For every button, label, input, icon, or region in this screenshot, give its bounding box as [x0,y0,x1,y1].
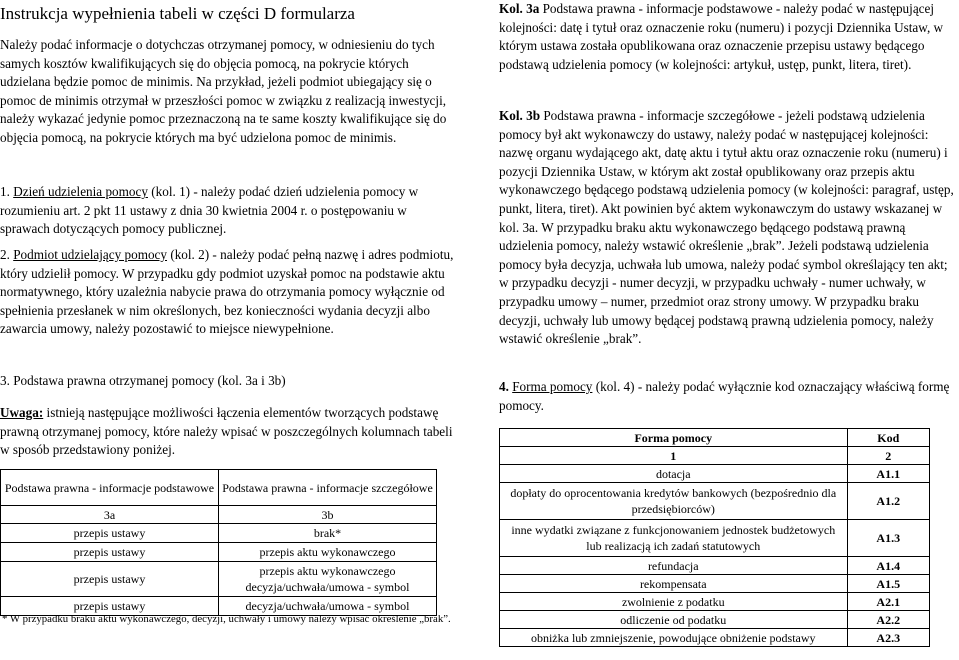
header-cell-code: Kod [847,429,929,447]
table-cell: przepis ustawy [1,597,219,616]
code-cell: A2.1 [847,593,929,611]
table-column-number-row [1,506,437,524]
item-4-number: 4. [499,379,509,394]
code-cell: A1.2 [847,483,929,520]
table-row [500,557,930,575]
column-number-cell: 1 [500,447,848,465]
header-cell-form: Forma pomocy [500,429,848,447]
table-cell: przepis aktu wykonawczego [219,543,437,562]
item-2-text: (kol. 2) - należy podać pełną nazwę i adres podmiotu, który udzielił pomocy. W przypadku gdy podmiot uzyskał pomoc na podstawie aktu normatywnego, który uzależnia nabycie prawa do otrzymania pomocy wyłącznie od spełnienia przesłanek w nim określonych, bez konieczności wydania decyzji albo zawarcia umowy, należy pozostawić to miejsce niewypełnione. [0,247,454,337]
table-footnote: * W przypadku braku aktu wykonawczego, decyzji, uchwały i umowy należy wpisać określenie „brak”. [2,613,451,625]
item-4-text: (kol. 4) - należy podać wyłącznie kod oznaczający właściwą formę pomocy. [499,379,950,413]
column-number-cell: 2 [847,447,929,465]
code-cell: A2.2 [847,611,929,629]
item-2-number: 2. [0,247,10,262]
item-1-number: 1. [0,184,10,199]
table-row [500,593,930,611]
table-column-number-row [500,447,930,465]
header-cell-detailed: Podstawa prawna - informacje szczegółowe [219,470,437,506]
col-3b-text: Podstawa prawna - informacje szczegółowe - jeżeli podstawą udzielenia pomocy był akt wykonawczy do ustawy, należy podać w następującej kolejności: nazwę organu wydającego akt, datę aktu i tytuł aktu oraz oznaczenie roku (numeru) i pozycji Dziennika Ustaw, w którym akt został opublikowany oraz przepis aktu wykonawczego będącego podstawą udzielenia pomocy (w kolejności: paragraf, ustęp, punkt, litera, tiret). Akt powinien być aktem wykonawczym do ustawy wskazanej w kol. 3a. W przypadku braku aktu wykonawczego będącego podstawą prawną udzielenia pomocy, należy wstawić określenie „brak”. Jeżeli podstawą udzielenia pomocy była decyzja, uchwała lub umowa, należy podać symbol określający ten akt; w przypadku decyzji - numer decyzji, w przypadku uchwały - numer uchwały, w przypadku umowy – numer, przedmiot oraz strony umowy. W przypadku braku decyzji, uchwały lub umowy będącej podstawą prawną udzielenia pomocy, należy wstawić określenie „brak”. [499,108,954,347]
table-cell: przepis ustawy [1,543,219,562]
table-cell: refundacja [500,557,848,575]
code-cell: A2.3 [847,629,929,647]
item-3-heading: 3. Podstawa prawna otrzymanej pomocy (kol. 3a i 3b) [0,373,286,388]
table-row [500,483,930,520]
page-title: Instrukcja wypełnienia tabeli w części D formularza [0,4,355,23]
table-header-row [500,429,930,447]
table-row [500,611,930,629]
header-cell-basic: Podstawa prawna - informacje podstawowe [1,470,219,506]
col-3a-paragraph [499,0,954,74]
code-cell: A1.4 [847,557,929,575]
col-3a-text: Podstawa prawna - informacje podstawowe - należy podać w następującej kolejności: datę i tytuł oraz oznaczenie roku (numeru) i pozycji Dziennika Ustaw, w którym ustawa została opublikowana oraz oznaczenie przepisu ustawy będącego podstawą udzielenia pomocy (w kolejności: artykuł, ustęp, punkt, litera, tiret). [499,1,944,72]
table-row [1,562,437,597]
column-number-cell: 3b [219,506,437,524]
col-3b-label: Kol. 3b [499,108,541,123]
legal-basis-table [0,469,437,616]
table-cell: dopłaty do oprocentowania kredytów bankowych (bezpośrednio dla przedsiębiorców) [500,483,848,520]
item-4-paragraph [499,378,954,415]
left-column [0,0,462,625]
warning-paragraph [0,404,458,460]
item-2-paragraph [0,246,458,339]
table-row [500,575,930,593]
table-cell: rekompensata [500,575,848,593]
table-cell: obniżka lub zmniejszenie, powodujące obniżenie podstawy [500,629,848,647]
table-cell: dotacja [500,465,848,483]
aid-form-table [499,428,930,647]
table-row [500,520,930,557]
item-2-link[interactable]: Podmiot udzielający pomocy [13,247,168,262]
item-4-link[interactable]: Forma pomocy [512,379,593,394]
table-cell: przepis ustawy [1,524,219,543]
table-row [500,629,930,647]
table-cell: decyzja/uchwała/umowa - symbol [219,597,437,616]
table-cell: inne wydatki związane z funkcjonowaniem jednostek budżetowych lub realizacją ich zadań statutowych [500,520,848,557]
table-cell: przepis ustawy [1,562,219,597]
table-cell: przepis aktu wykonawczego decyzja/uchwała/umowa - symbol [219,562,437,597]
code-cell: A1.1 [847,465,929,483]
table-row [1,543,437,562]
column-number-cell: 3a [1,506,219,524]
table-row [1,524,437,543]
code-cell: A1.3 [847,520,929,557]
col-3b-paragraph [499,107,954,349]
warning-text: istnieją następujące możliwości łączenia elementów tworzących podstawę prawną otrzymanej pomocy, które należy wpisać w poszczególnych kolumnach tabeli w sposób przedstawiony poniżej. [0,405,453,458]
code-cell: A1.5 [847,575,929,593]
table-cell: zwolnienie z podatku [500,593,848,611]
intro-paragraph: Należy podać informacje o dotychczas otrzymanej pomocy, w odniesieniu do tych samych kosztów kwalifikujących się do objęcia pomocą, na pokrycie których udzielana będzie pomoc de minimis. Na przykład, jeżeli podmiot ubiegający się o pomoc de minimis otrzymał w przeszłości pomoc w związku z realizacją inwestycji, należy wykazać jedynie pomoc przeznaczoną na te same koszty kwalifikujące się do objęcia pomocą, na pokrycie których ma być udzielona pomoc de minimis. [0,37,447,145]
item-1-text: (kol. 1) - należy podać dzień udzielenia pomocy w rozumieniu art. 2 pkt 11 ustawy z dnia 30 kwietnia 2004 r. o postępowaniu w sprawach dotyczących pomocy publicznej. [0,184,419,237]
item-1-link[interactable]: Dzień udzielenia pomocy [13,184,148,199]
warning-label: Uwaga: [0,405,44,420]
table-row [500,465,930,483]
item-1-paragraph [0,183,458,239]
col-3a-label: Kol. 3a [499,1,540,16]
table-cell: brak* [219,524,437,543]
table-cell: odliczenie od podatku [500,611,848,629]
table-header-row [1,470,437,506]
